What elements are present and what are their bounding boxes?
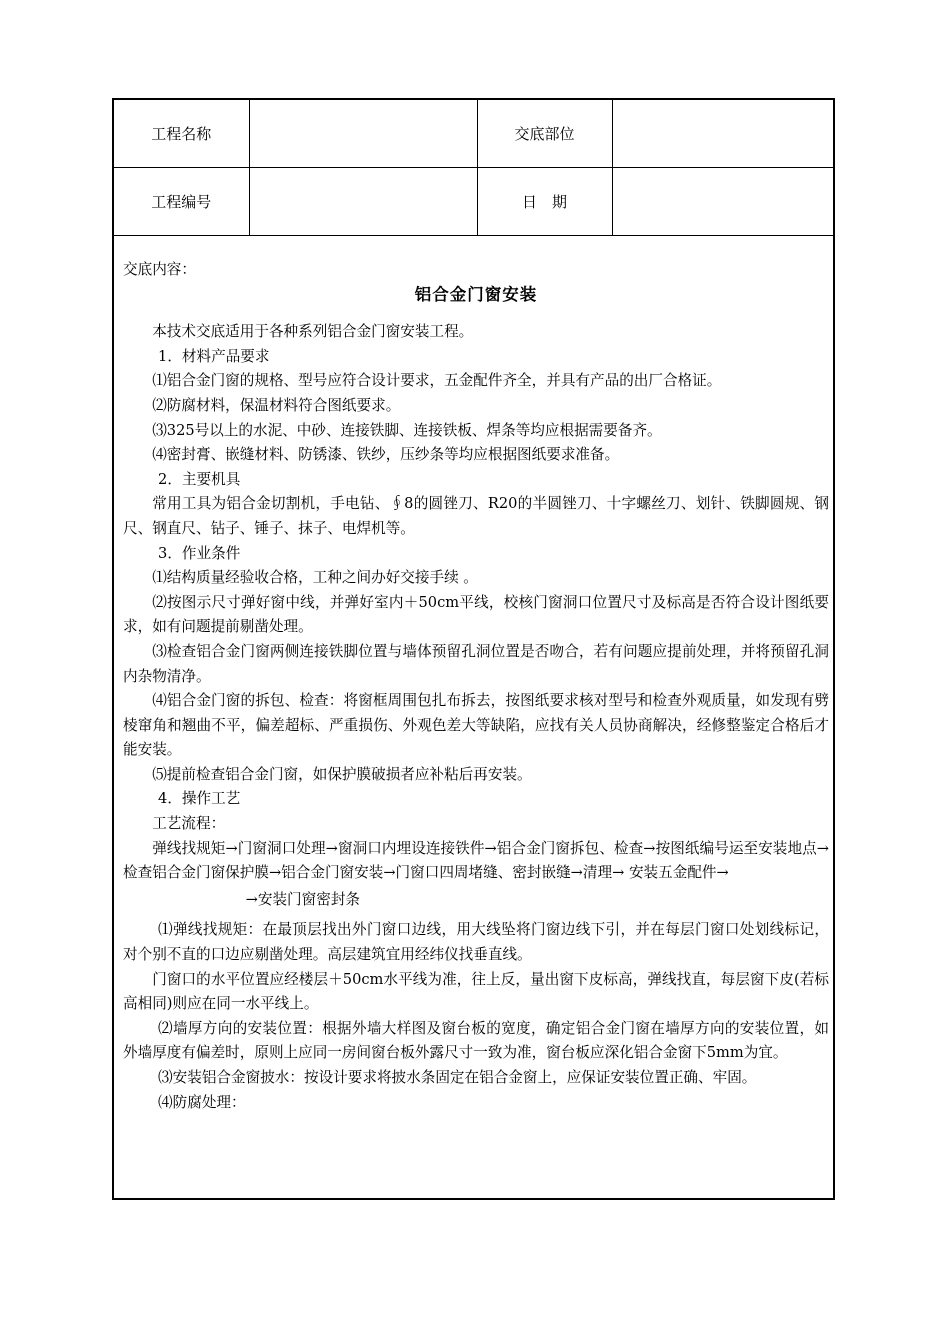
paragraph: ⑵按图示尺寸弹好窗中线，并弹好室内＋50cm平线，校核门窗洞口位置尺寸及标高是否符合设计图纸要求，如有问题提前剔凿处理。 (123, 593, 829, 636)
disclosure-location-label: 交底部位 (477, 100, 612, 168)
paragraph: ⑶安装铝合金窗披水：按设计要求将披水条固定在铝合金窗上，应保证安装位置正确、牢固。 (158, 1069, 757, 1086)
paragraph: ⑴结构质量经验收合格，工种之间办好交接手续 。 (152, 569, 478, 587)
header-row (114, 168, 833, 236)
paragraph: 常用工具为铝合金切割机，手电钻、∮8的圆锉刀、R20的半圆锉刀、十字螺丝刀、划针、铁脚圆规、钢尺、钢直尺、钻子、锤子、抹子、电焊机等。 (123, 495, 829, 537)
section-heading: 1．材料产品要求 (158, 347, 270, 365)
disclosure-form (112, 98, 835, 1200)
paragraph: ⑷防腐处理： (158, 1093, 246, 1111)
paragraph: ⑶检查铝合金门窗两侧连接铁脚位置与墙体预留孔洞位置是否吻合，若有问题应提前处理，并将预留孔洞内杂物清净。 (123, 642, 829, 685)
date-label: 日 期 (477, 168, 612, 236)
paragraph: 工艺流程： (152, 815, 226, 833)
process-flow: 弹线找规矩→门窗洞口处理→窗洞口内埋设连接铁件→铝合金门窗拆包、检查→按图纸编号运至安装地点→检查铝合金门窗保护膜→铝合金门窗安装→门窗口四周堵缝、密封嵌缝→清理→ 安装五金配件→ (123, 839, 829, 882)
section-heading: 4．操作工艺 (158, 790, 241, 808)
content-label: 交底内容： (123, 261, 196, 278)
section-heading: 3．作业条件 (158, 544, 241, 562)
content-area (123, 258, 829, 1115)
paragraph: ⑴弹线找规矩：在最顶层找出外门窗口边线，用大线坠将门窗边线下引，并在每层门窗口处划线标记，对个别不直的口边应剔凿处理。高层建筑宜用经纬仪找垂直线。 (123, 921, 829, 964)
process-flow-continuation: →安装门窗密封条 (245, 890, 361, 908)
paragraph: ⑷铝合金门窗的拆包、检查：将窗框周围包扎布拆去，按图纸要求核对型号和检查外观质量，如发现有劈棱窜角和翘曲不平，偏差超标、严重损伤、外观色差大等缺陷，应找有关人员协商解决，经修整鉴定合格后才能安装。 (123, 692, 829, 759)
date-value[interactable] (612, 168, 833, 236)
paragraph: ⑶325号以上的水泥、中砂、连接铁脚、连接铁板、焊条等均应根据需要备齐。 (152, 421, 662, 439)
paragraph: ⑵墙厚方向的安装位置：根据外墙大样图及窗台板的宽度，确定铝合金门窗在墙厚方向的安装位置，如外墙厚度有偏差时，原则上应同一房间窗台板外露尺寸一致为准，窗台板应深化铝合金窗下5mm为宜。 (123, 1019, 829, 1062)
paragraph: 门窗口的水平位置应经楼层＋50cm水平线为准，往上反，量出窗下皮标高，弹线找直，每层窗下皮(若标高相同)则应在同一水平线上。 (123, 970, 829, 1013)
project-number-value[interactable] (249, 168, 477, 236)
paragraph: ⑵防腐材料，保温材料符合图纸要求。 (152, 396, 401, 414)
project-number-label: 工程编号 (114, 168, 249, 236)
disclosure-location-value[interactable] (612, 100, 833, 168)
document-title: 铝合金门窗安装 (414, 284, 538, 304)
paragraph: ⑸提前检查铝合金门窗，如保护膜破损者应补粘后再安装。 (152, 765, 532, 783)
section-heading: 2．主要机具 (158, 470, 241, 488)
header-table (114, 100, 833, 236)
paragraph: 本技术交底适用于各种系列铝合金门窗安装工程。 (152, 323, 474, 341)
project-name-label: 工程名称 (114, 100, 249, 168)
project-name-value[interactable] (249, 100, 477, 168)
header-row (114, 100, 833, 168)
paragraph: ⑴铝合金门窗的规格、型号应符合设计要求，五金配件齐全，并具有产品的出厂合格证。 (152, 372, 722, 390)
paragraph: ⑷密封膏、嵌缝材料、防锈漆、铁纱，压纱条等均应根据图纸要求准备。 (152, 446, 620, 464)
